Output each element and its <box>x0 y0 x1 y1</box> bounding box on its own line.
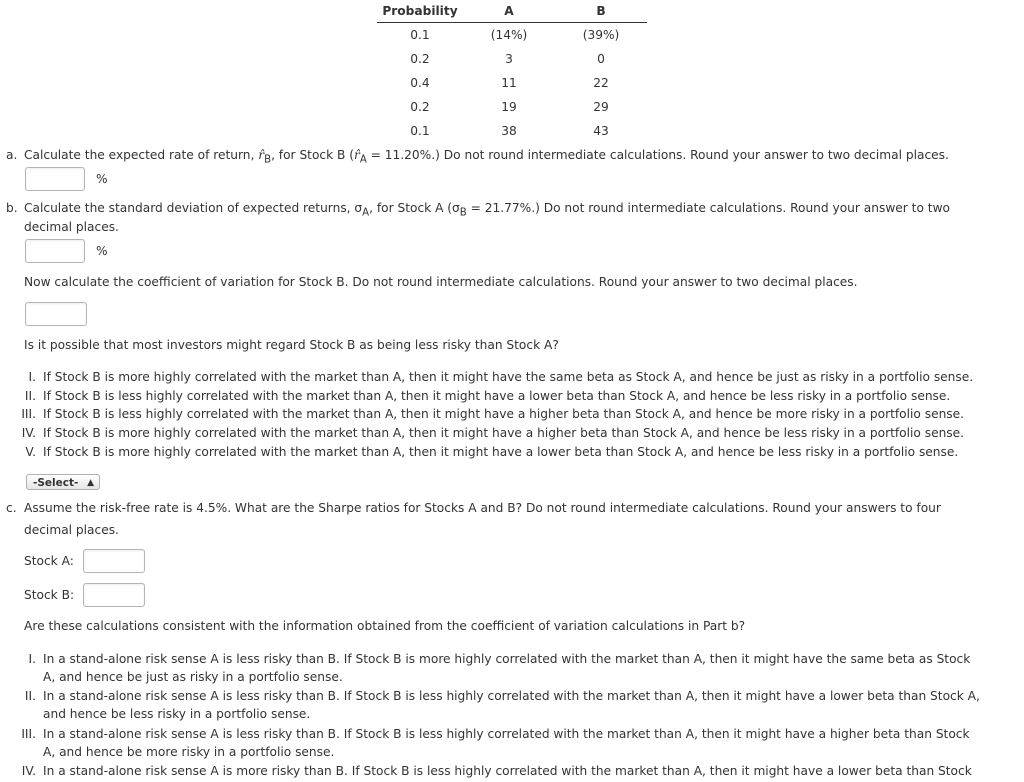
option-text: In a stand-alone risk sense A is less risky than B. If Stock B is more highly correlated with the market than A, then it might have the same beta as Stock <box>43 652 971 666</box>
option-text: If Stock B is more highly correlated with the market than A, then it might have a higher beta than Stock A, and hence be less risky in a portfolio sense. <box>43 426 965 440</box>
option-number: III. <box>21 407 36 421</box>
coefficient-of-variation-input[interactable] <box>25 302 87 326</box>
table-cell: (14%) <box>490 28 528 42</box>
table-cell: 0.4 <box>410 76 430 90</box>
table-row <box>377 23 647 48</box>
table-cell: 19 <box>501 100 517 114</box>
option-text-continued: A, and hence be just as risky in a portfolio sense. <box>43 670 343 684</box>
table-cell: 3 <box>505 52 513 66</box>
part-c-question <box>6 501 941 515</box>
table-cell: 11 <box>501 76 517 90</box>
column-header-a: A <box>463 0 555 23</box>
table-cell: 29 <box>593 100 609 114</box>
option-text-continued: A, and hence be more risky in a portfolio sense. <box>43 745 335 759</box>
part-a-text-3: = 11.20%.) Do not round intermediate calculations. Round your answer to two decimal places. <box>366 148 949 162</box>
part-a-text-1: Calculate the expected rate of return, <box>24 148 255 162</box>
table-cell: 0.2 <box>410 100 430 114</box>
table-cell: 0.1 <box>410 124 430 138</box>
table-cell: 22 <box>593 76 609 90</box>
stock-a-label: Stock A: <box>24 554 74 568</box>
part-c-label: c. <box>6 501 17 515</box>
subscript: B <box>264 154 272 166</box>
column-header-probability: Probability <box>377 0 463 23</box>
percent-unit: % <box>96 172 108 186</box>
r-hat-symbol: r̂ <box>354 148 360 162</box>
table-row <box>377 71 647 95</box>
table-cell: (39%) <box>582 28 620 42</box>
risk-answer-select[interactable] <box>26 474 100 490</box>
sharpe-ratio-b-input[interactable] <box>83 583 145 607</box>
option-text: If Stock B is more highly correlated with the market than A, then it might have a lower beta than Stock A, and hence be less risky in a portfolio sense. <box>43 445 959 459</box>
option-number: V. <box>25 445 36 459</box>
column-header-b: B <box>555 0 647 23</box>
option-number: II. <box>24 689 36 703</box>
option-number: IV. <box>21 426 36 440</box>
part-b-label: b. <box>6 201 18 215</box>
table-cell: 43 <box>593 124 609 138</box>
option-number: IV. <box>21 764 36 778</box>
probability-table <box>377 0 647 143</box>
option-text: In a stand-alone risk sense A is less risky than B. If Stock B is less highly correlated with the market than A, then it might have a lower beta than Stock A, <box>43 689 980 703</box>
r-hat-symbol: r̂ <box>258 148 265 162</box>
table-cell: 38 <box>501 124 517 138</box>
option-text: In a stand-alone risk sense A is more risky than B. If Stock B is less highly correlated with the market than A, then it might have a lower beta than Stock <box>43 764 972 778</box>
risk-question: Is it possible that most investors might regard Stock B as being less risky than Stock A? <box>24 338 559 352</box>
std-dev-a-input[interactable] <box>25 239 85 263</box>
expected-return-b-input[interactable] <box>25 167 85 191</box>
option-text-continued: and hence be less risky in a portfolio sense. <box>43 707 311 721</box>
option-text: If Stock B is less highly correlated with the market than A, then it might have a higher beta than Stock A, and hence be more risky in a portfolio sense. <box>43 407 965 421</box>
table-cell: 0 <box>597 52 605 66</box>
option-text: If Stock B is less highly correlated with the market than A, then it might have a lower beta than Stock A, and hence be less risky in a portfolio sense. <box>43 389 951 403</box>
subscript: A <box>359 154 367 166</box>
cv-prompt: Now calculate the coefficient of variation for Stock B. Do not round intermediate calculations. Round your answer to two decimal places. <box>24 275 858 289</box>
option-number: I. <box>28 652 36 666</box>
option-text: If Stock B is more highly correlated with the market than A, then it might have the same beta as Stock A, and hence be just as risky in a portfolio sense. <box>43 370 974 384</box>
stock-b-label: Stock B: <box>24 588 75 602</box>
table-row <box>377 47 647 71</box>
table-cell: 0.2 <box>410 52 430 66</box>
part-a-question <box>6 148 949 165</box>
option-text: In a stand-alone risk sense A is less risky than B. If Stock B is less highly correlated with the market than A, then it might have a higher beta than Stock <box>43 727 970 741</box>
subscript: A <box>362 207 370 219</box>
option-number: I. <box>28 370 36 384</box>
percent-unit: % <box>96 244 108 258</box>
option-number: II. <box>24 389 36 403</box>
table-row <box>377 119 647 143</box>
subscript: B <box>459 207 467 219</box>
chevron-up-down-icon: ▲︎ <box>87 478 94 488</box>
part-b-text-3: = 21.77%.) Do not round intermediate calculations. Round your answer to two <box>466 201 950 215</box>
table-row <box>377 95 647 119</box>
select-value: -Select- <box>33 477 79 489</box>
part-b-question <box>6 201 950 218</box>
part-a-label: a. <box>6 148 18 162</box>
part-b-line-2: decimal places. <box>24 220 119 234</box>
option-number: III. <box>21 727 36 741</box>
consistency-question: Are these calculations consistent with the information obtained from the coefficient of variation calculations in Part b? <box>24 619 746 633</box>
part-b-text-1: Calculate the standard deviation of expected returns, σ <box>24 201 363 215</box>
part-c-line-2: decimal places. <box>24 523 119 537</box>
part-a-text-2: , for Stock B ( <box>271 148 355 162</box>
part-b-text-2: , for Stock A (σ <box>369 201 460 215</box>
table-header-row <box>377 0 647 23</box>
part-c-text: Assume the risk-free rate is 4.5%. What are the Sharpe ratios for Stocks A and B? Do not round intermediate calculations. Round your answers to four <box>24 501 941 515</box>
table-cell: 0.1 <box>410 28 430 42</box>
sharpe-ratio-a-input[interactable] <box>83 549 145 573</box>
